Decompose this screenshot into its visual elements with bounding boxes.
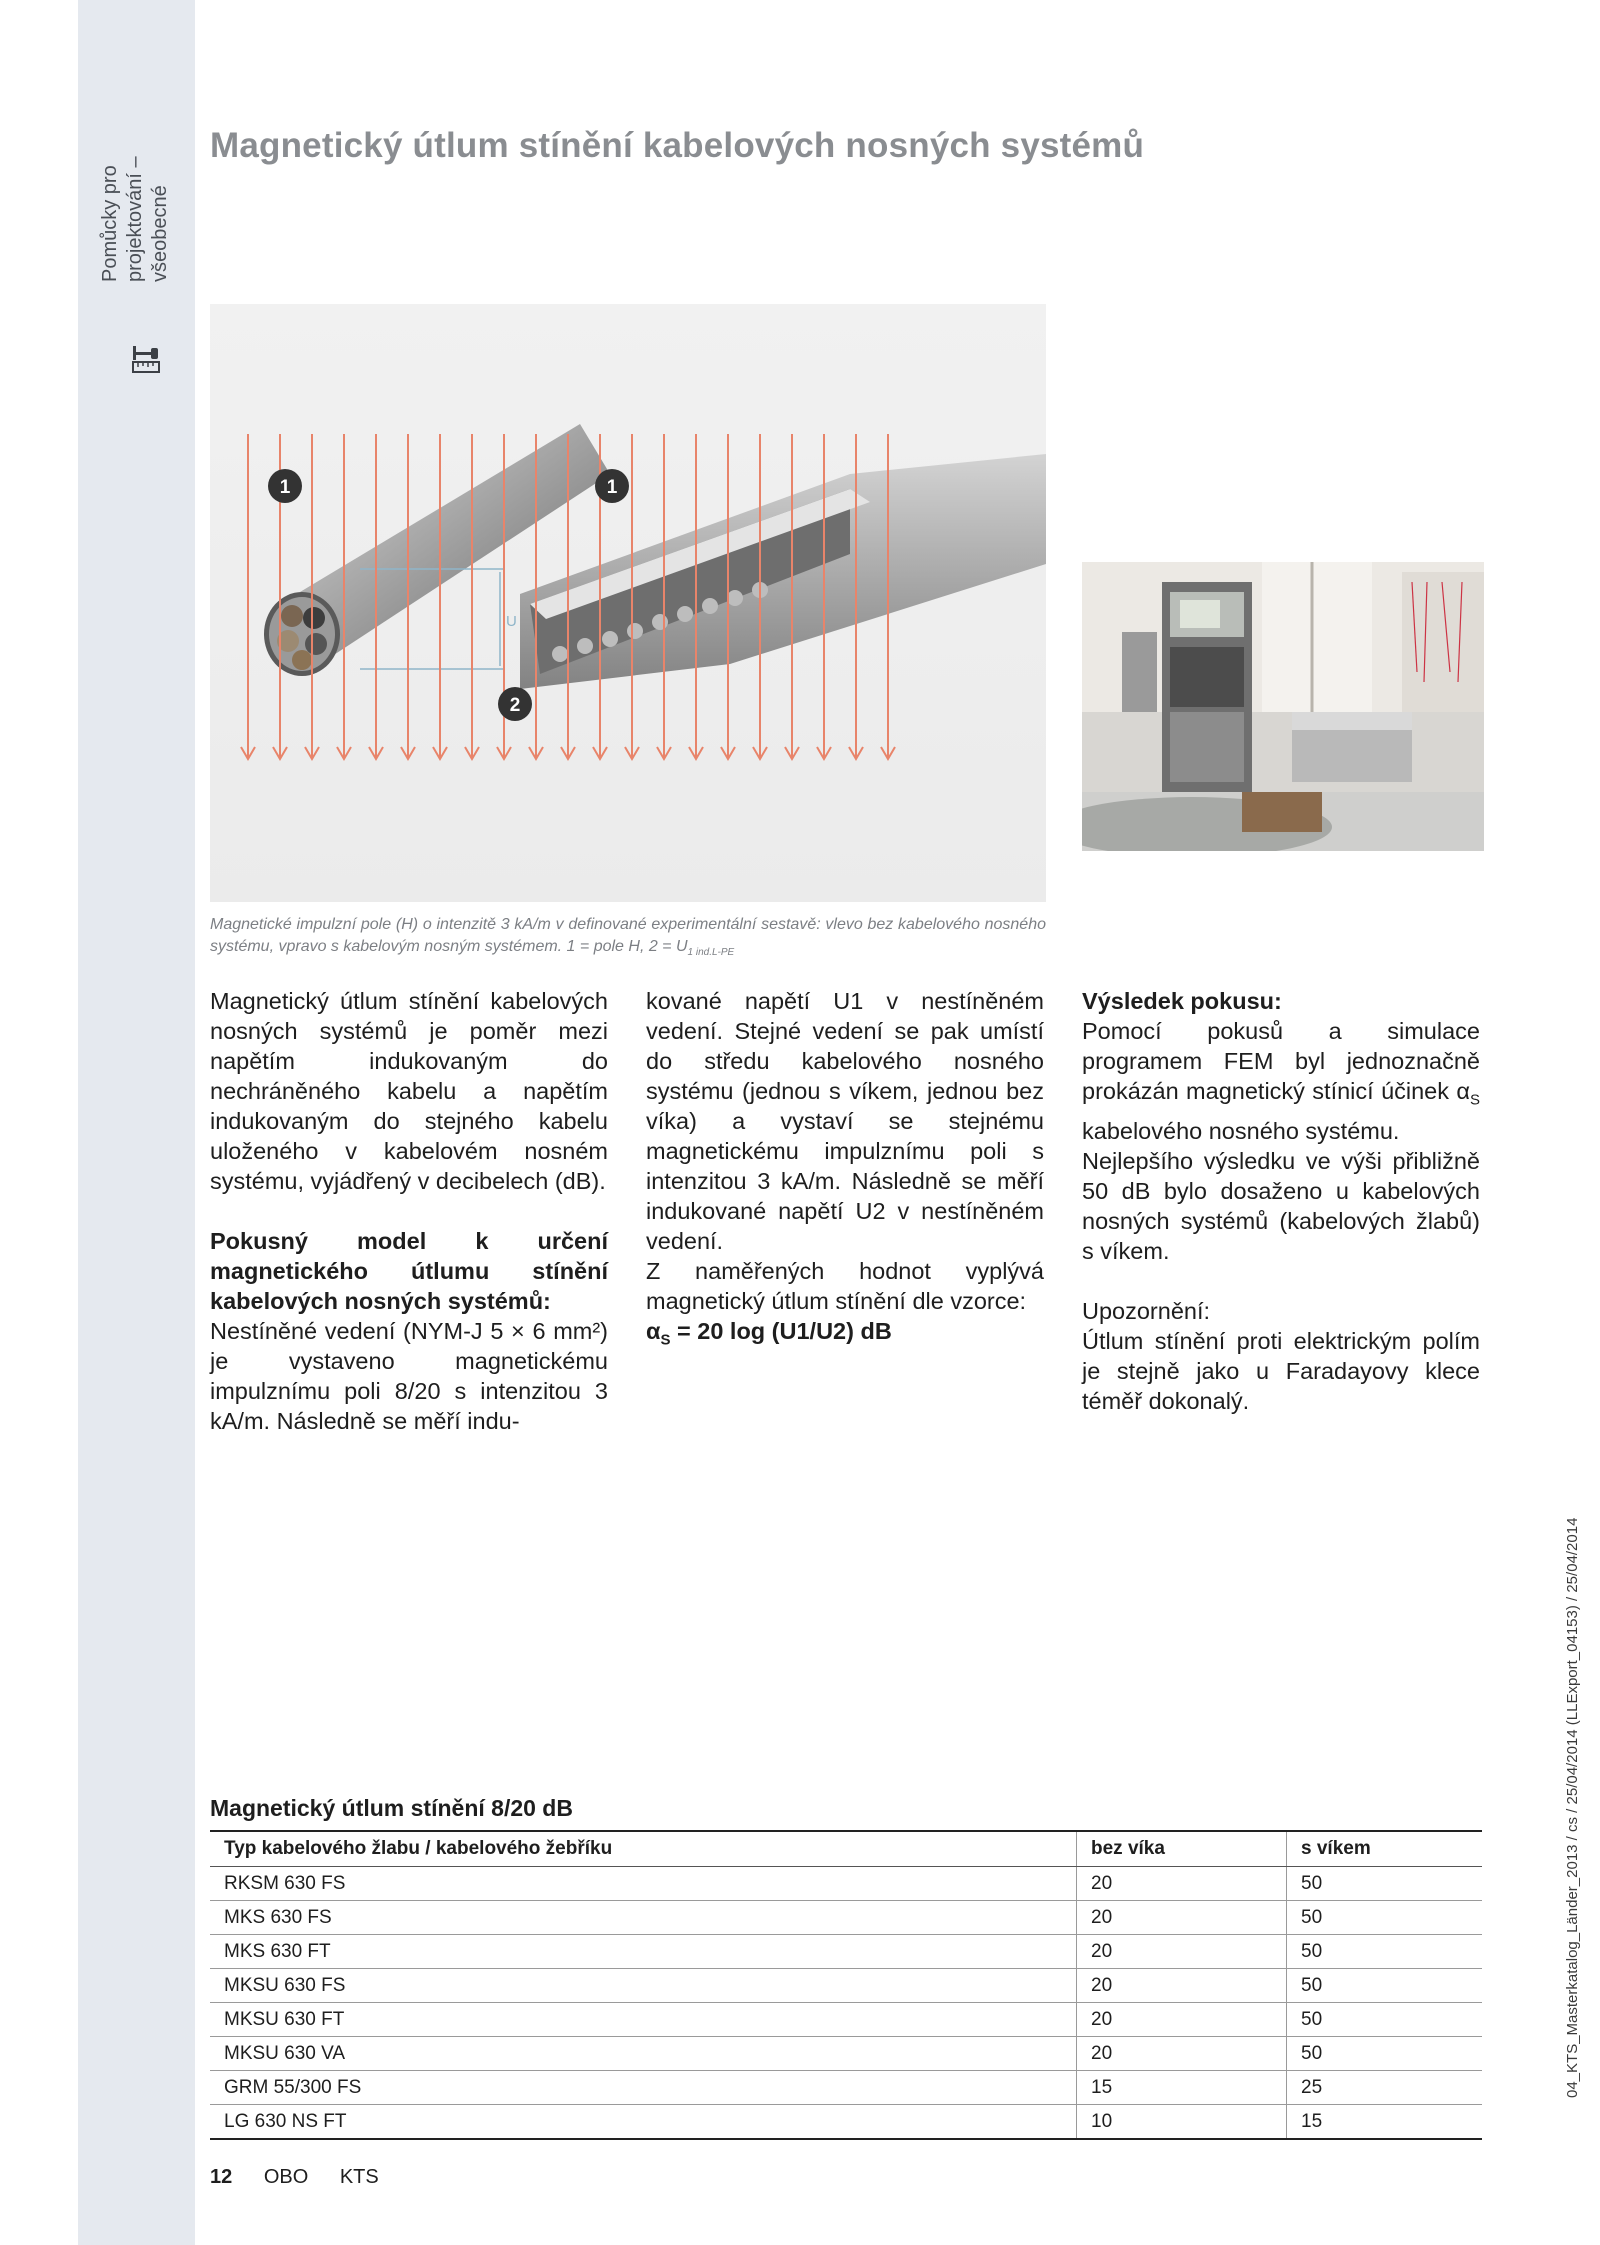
sidebar-section-label [98,0,173,282]
procedure-paragraph: kované napětí U1 v nestíněném vedení. Stejné vedení se pak umístí do středu kabelového nosného systému (jednou s víkem, jednou bez víka) a vystaví se stejnému magnetickému impulznímu poli s intenzitou 3 kA/m. Následně se měří indukované napětí U2 v nestíněném vedení. [646,988,1044,1254]
table-row: GRM 55/300 FS 15 25 [210,2071,1482,2105]
formula: $\alpha_S = 20$ log (U1/U2) dB [646,1318,892,1349]
note-text: Útlum stínění proti elektrickým polím je stejně jako u Faradayovy klece téměř dokonalý. [1082,1327,1480,1414]
test-model-heading: Pokusný model k určení magnetického útlumu stínění kabelových nosných systémů: [210,1228,608,1314]
sidebar [78,0,195,2245]
text-column-1 [210,986,608,1436]
brand-label: OBO [263,2166,309,2188]
magnetic-field-illustration [210,304,1046,902]
figure-caption: Magnetické impulzní pole (H) o intenzitě 3 kA/m v definované experimentální sestavě: vlevo bez kabelového nosného systému, vpravo s kabelovým nosným systémem. 1 = pole H, $2 = U_{1 ind.L-PE}$ [210,916,1046,959]
note-label: Upozornění: [1082,1297,1211,1324]
sidebar-line: Pomůcky pro [99,165,121,282]
marker-2 [498,687,532,721]
column-header-with-cover: s víkem [1287,1831,1483,1867]
table-row: RKSM 630 FS 20 50 [210,1867,1482,1901]
ruler-screwdriver-icon [131,344,161,374]
text-column-2 [646,986,1044,1356]
table-row: MKSU 630 FT 20 50 [210,2003,1482,2037]
table-row: LG 630 NS FT 10 15 [210,2105,1482,2140]
lab-photo [1082,562,1484,851]
voltage-label: U [506,613,517,630]
table-header-row [210,1831,1482,1867]
page-title: Magnetický útlum stínění kabelových nosných systémů [210,126,1145,165]
page-number: 12 [210,2166,233,2188]
table-row: MKSU 630 VA 20 50 [210,2037,1482,2071]
column-header-without-cover: bez víka [1077,1831,1287,1867]
formula-intro: Z naměřených hodnot vyplývá magnetický útlum stínění dle vzorce: [646,1258,1044,1314]
marker-1-right [595,469,629,503]
intro-paragraph: Magnetický útlum stínění kabelových nosných systémů je poměr mezi napětím indukovaným do nechráněného kabelu a napětím indukovaným do stejného kabelu uloženého v kabelovém nosném systému, vyjádřený v decibelech (dB). [210,988,608,1194]
sidebar-line: všeobecné [149,185,171,282]
section-label: KTS [339,2166,379,2188]
table-row: MKS 630 FS 20 50 [210,1901,1482,1935]
svg-text:1: 1 [279,477,291,498]
result-paragraph: Pomocí pokusů a simulace programem FEM byl jednoznačně prokázán magnetický stínicí účinek $\alpha_S$ kabelového nosného systému. [1082,1018,1480,1144]
table-title: Magnetický útlum stínění 8/20 dB [210,1795,573,1821]
page-footer [210,2166,405,2189]
best-result-paragraph: Nejlepšího výsledku ve výši přibližně 50 dB bylo dosaženo u kabelových nosných systémů (kabelových žlabů) s víkem. [1082,1147,1480,1264]
svg-text:1: 1 [606,477,618,498]
document-code: 04_KTS_Masterkatalog_Länder_2013 / cs / 25/04/2014 (LLExport_04153) / 25/04/2014 [1564,1517,1581,2098]
text-column-3 [1082,986,1480,1416]
svg-text:2: 2 [509,695,521,716]
table-row: MKSU 630 FS 20 50 [210,1969,1482,2003]
test-model-paragraph: Nestíněné vedení (NYM-J 5 × 6 mm²) je vystaveno magnetickému impulznímu poli 8/20 s intenzitou 3 kA/m. Následně se měří indu- [210,1318,608,1434]
column-header-type: Typ kabelového žlabu / kabelového žebříku [210,1831,1077,1867]
attenuation-table [210,1830,1482,2140]
sidebar-line: projektování – [124,156,146,282]
experiment-figure [210,304,1046,902]
result-heading: Výsledek pokusu: [1082,988,1282,1014]
table-row: MKS 630 FT 20 50 [210,1935,1482,1969]
marker-1-left [268,469,302,503]
